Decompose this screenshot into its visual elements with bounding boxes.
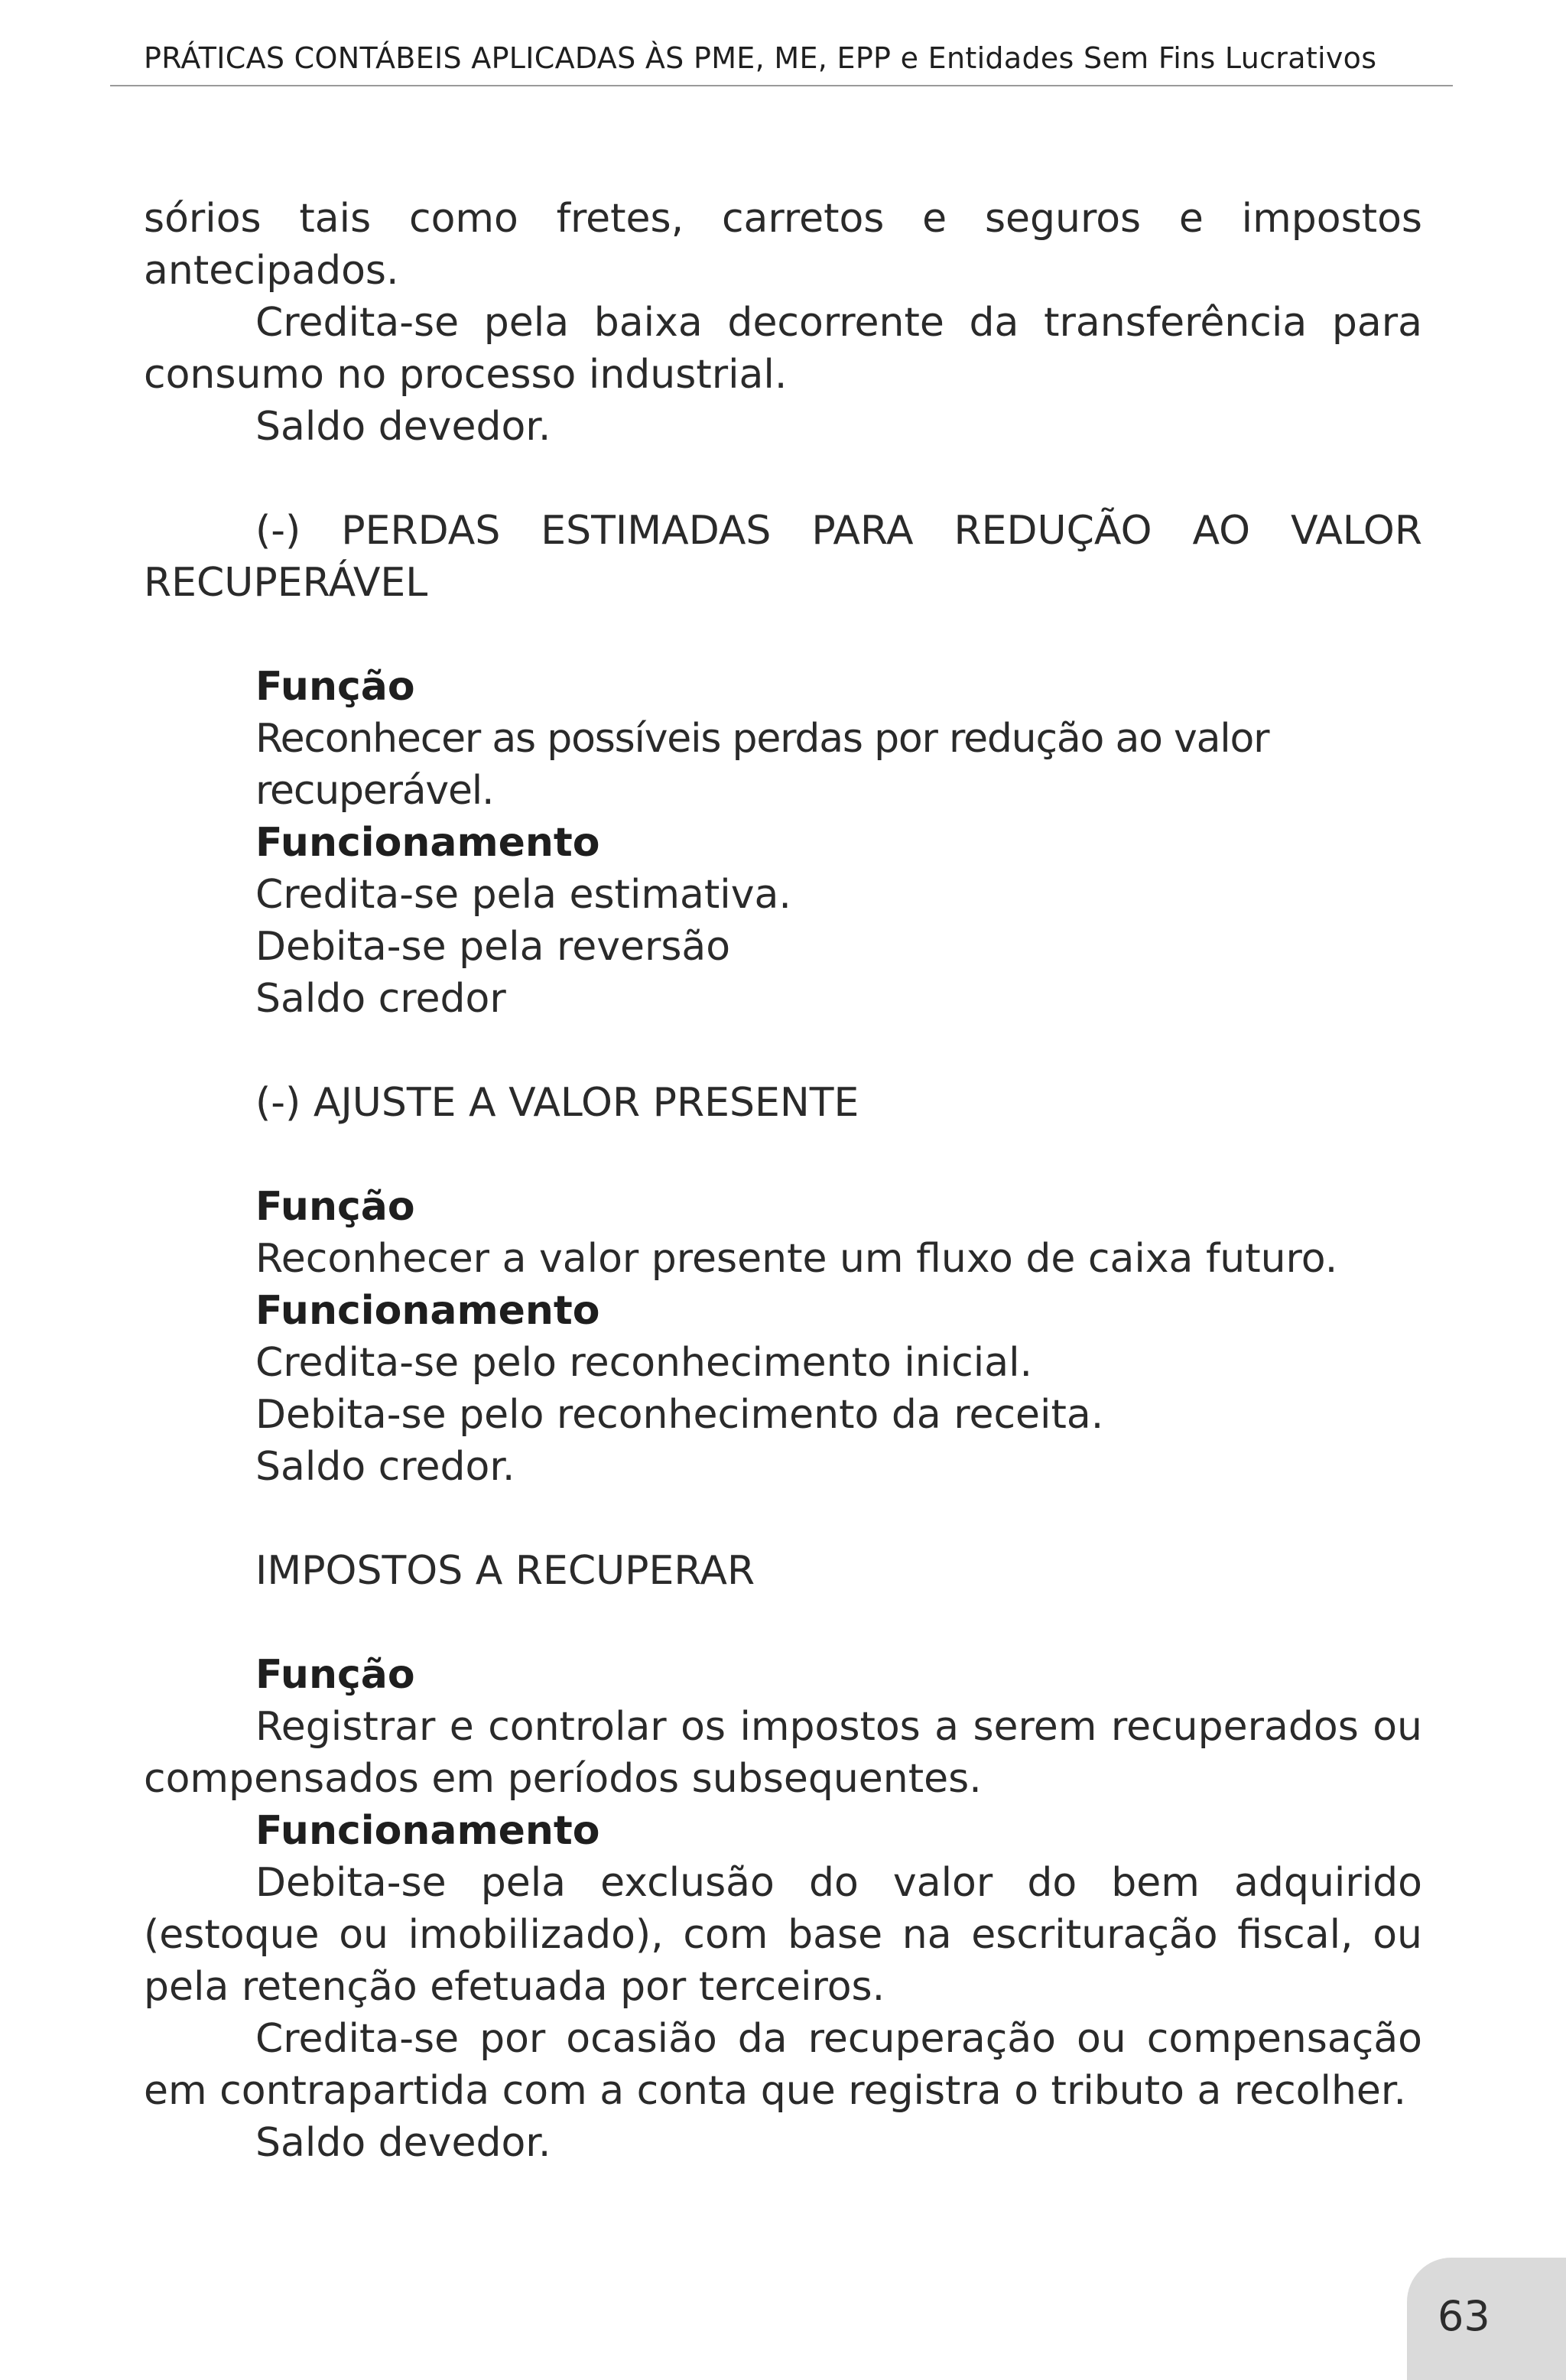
header-rule [110, 85, 1453, 86]
funcionamento-line: Credita-se pela estimativa. [255, 872, 791, 918]
funcao-text: Reconhecer a valor presente um fluxo de caixa futuro. [255, 1236, 1338, 1282]
balance-line: Saldo devedor. [255, 2120, 551, 2166]
spacer [144, 609, 1422, 661]
funcao-label: Função [255, 664, 415, 710]
page-number: 63 [1438, 2292, 1490, 2340]
funcao-label: Função [255, 1652, 415, 1698]
spacer [144, 453, 1422, 505]
funcionamento-label: Funcionamento [255, 1808, 600, 1854]
balance-line: Saldo devedor. [255, 404, 551, 450]
funcionamento-paragraph: Credita-se por ocasião da recuperação ou compensação em contrapartida com a conta que registra o tributo a recolher. [144, 2016, 1422, 2114]
funcionamento-line: Saldo credor. [255, 1444, 515, 1490]
funcao-label: Função [255, 1184, 415, 1230]
funcionamento-line: Credita-se pelo reconhecimento inicial. [255, 1340, 1033, 1386]
funcionamento-label: Funcionamento [255, 820, 600, 866]
spacer [144, 1493, 1422, 1545]
section-heading-perdas: (-) PERDAS ESTIMADAS PARA REDUÇÃO AO VALOR RECUPERÁVEL [144, 508, 1422, 606]
section-heading-ajuste: (-) AJUSTE A VALOR PRESENTE [255, 1080, 859, 1126]
funcionamento-line: Debita-se pela reversão [255, 924, 731, 970]
section-heading-impostos: IMPOSTOS A RECUPERAR [255, 1548, 755, 1594]
page-body [144, 193, 1422, 2169]
running-header: PRÁTICAS CONTÁBEIS APLICADAS ÀS PME, ME, EPP e Entidades Sem Fins Lucrativos [144, 41, 1377, 75]
funcionamento-paragraph: Debita-se pela exclusão do valor do bem adquirido (estoque ou imobilizado), com base na escrituração fiscal, ou pela retenção efetuada por terceiros. [144, 1860, 1422, 2010]
spacer [144, 1597, 1422, 1649]
funcionamento-label: Funcionamento [255, 1288, 600, 1334]
funcao-text: Reconhecer as possíveis perdas por redução ao valor recuperável. [255, 716, 1269, 814]
continued-paragraph: sórios tais como fretes, carretos e seguros e impostos antecipados. [144, 196, 1422, 294]
funcao-text: Registrar e controlar os impostos a serem recuperados ou compensados em períodos subsequentes. [144, 1704, 1422, 1802]
spacer [144, 1025, 1422, 1077]
credit-paragraph: Credita-se pela baixa decorrente da transferência para consumo no processo industrial. [144, 300, 1422, 398]
funcionamento-line: Debita-se pelo reconhecimento da receita. [255, 1392, 1104, 1438]
funcionamento-line: Saldo credor [255, 976, 506, 1022]
spacer [144, 1129, 1422, 1181]
